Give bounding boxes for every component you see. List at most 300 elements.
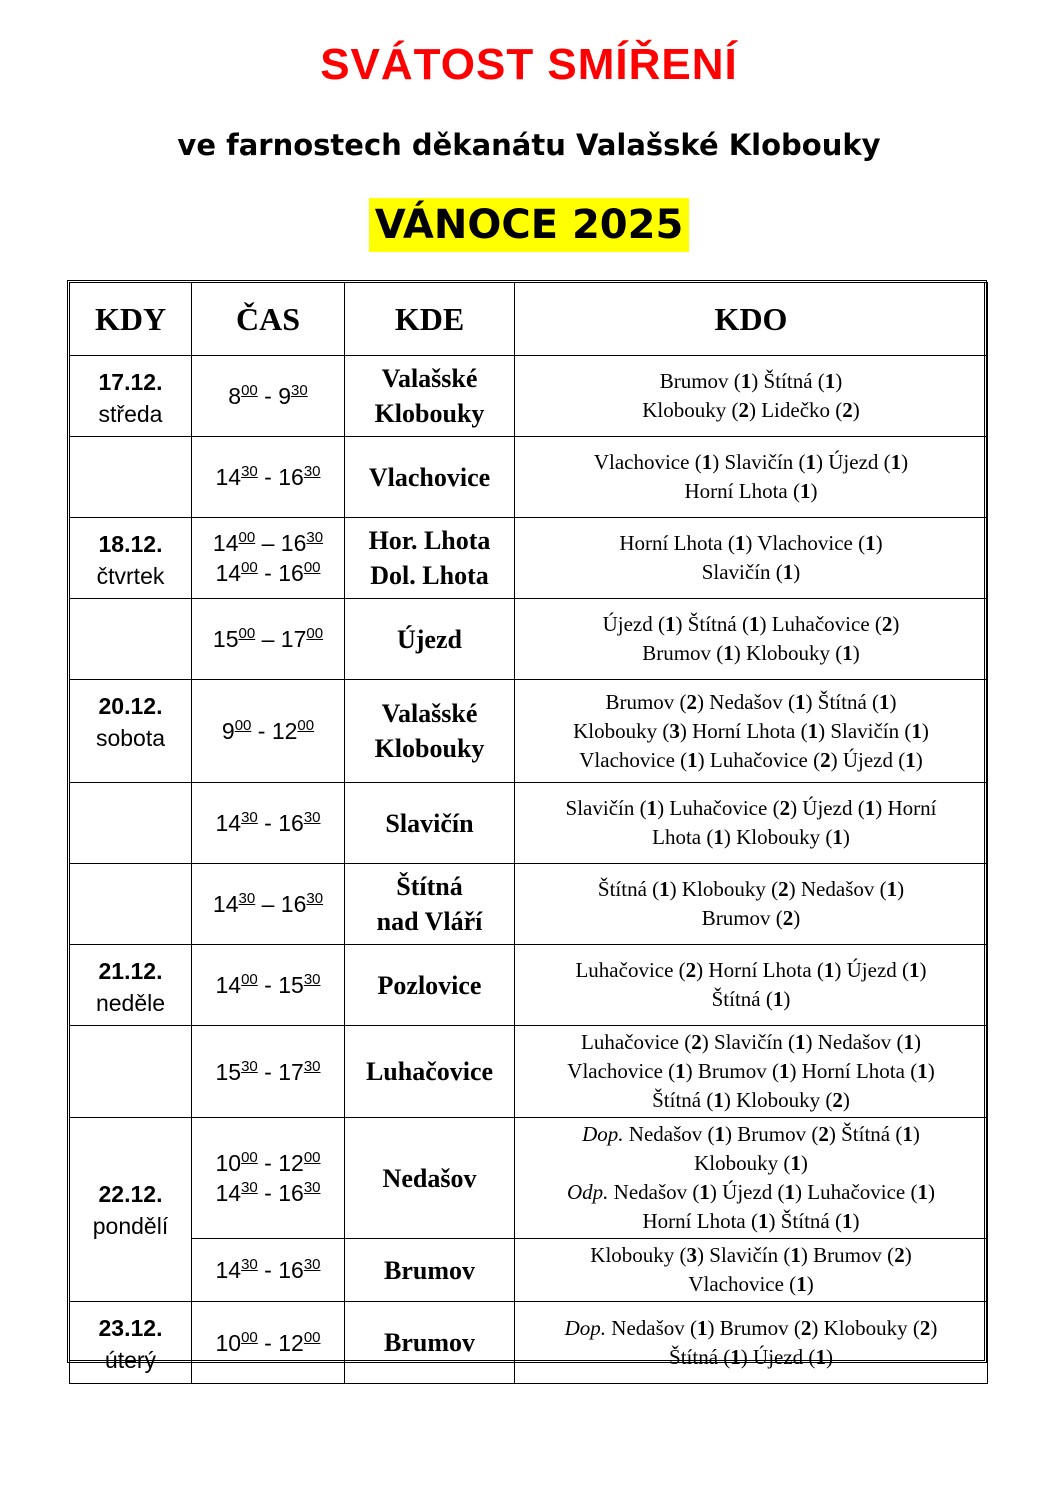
priest-count: 1	[772, 987, 784, 1011]
confessor-line	[525, 558, 977, 587]
end-minute: 00	[303, 1328, 321, 1346]
priest-count: 1	[714, 1122, 726, 1146]
table-row	[70, 1239, 988, 1302]
time-range	[192, 970, 344, 1000]
priest-count: 1	[697, 1315, 708, 1340]
time-separator: –	[261, 530, 275, 556]
priest-count: 2	[894, 1243, 905, 1267]
priest-count: 1	[687, 747, 698, 772]
parish-text: ) Štítná (	[768, 1209, 842, 1233]
parish-text: ) Nedašov (	[788, 877, 887, 901]
parish-text: ) Horní Lhota (	[696, 958, 824, 982]
table-row	[70, 783, 988, 864]
cell-place	[345, 783, 515, 864]
time-range	[192, 381, 344, 411]
start-hour: 14	[215, 810, 242, 836]
end-minute: 30	[306, 890, 324, 907]
parish-text: ) Brumov (	[707, 1315, 801, 1340]
confessor-line	[525, 904, 977, 933]
parish-text: Vlachovice (	[593, 450, 702, 474]
cell-place	[345, 599, 515, 680]
start-minute: 00	[241, 1149, 258, 1166]
cell-place	[345, 945, 515, 1026]
time-separator: -	[264, 1329, 272, 1356]
parish-text: ) Luhačovice (	[697, 747, 821, 772]
end-hour: 16	[278, 1180, 304, 1206]
cell-when	[70, 1026, 192, 1118]
parish-text: )	[852, 641, 860, 665]
parish-text: )	[904, 1243, 912, 1267]
parish-text: Vlachovice (	[567, 1059, 676, 1083]
priest-count: 1	[902, 1122, 913, 1146]
parish-text: ) Vlachovice (	[745, 531, 866, 555]
time-range	[192, 716, 344, 746]
header-row	[70, 283, 988, 356]
priest-count: 1	[723, 641, 734, 665]
parish-text: ) Štítná (	[675, 612, 749, 636]
confessor-line	[525, 1314, 977, 1343]
parish-text: Újezd (	[602, 612, 665, 636]
parish-text: ) Klobouky (	[723, 1088, 833, 1112]
cell-who	[515, 945, 988, 1026]
weekday-label: pondělí	[92, 1212, 169, 1239]
end-minute: 30	[303, 809, 321, 826]
place-name: Štítná	[396, 872, 463, 901]
parish-text: ) Klobouky (	[811, 1315, 920, 1340]
confessor-line	[525, 794, 977, 823]
parish-text: )	[825, 1344, 833, 1369]
confessor-line	[525, 1343, 977, 1372]
parish-text: Štítná (	[652, 1088, 714, 1112]
end-hour: 16	[278, 560, 304, 586]
weekday-label: sobota	[95, 725, 166, 751]
parish-text: ) Horní Lhota (	[679, 718, 808, 743]
place-name: Brumov	[384, 1255, 475, 1285]
cell-when	[70, 599, 192, 680]
cell-place	[345, 518, 515, 599]
confessor-line	[525, 688, 977, 717]
priest-count: 1	[784, 1180, 796, 1204]
weekday-label: čtvrtek	[96, 563, 165, 589]
parish-text: Luhačovice (	[581, 1030, 692, 1054]
priest-count: 1	[734, 531, 746, 555]
priest-count: 1	[917, 1059, 928, 1083]
end-hour: 16	[280, 530, 307, 556]
confessor-line	[525, 448, 977, 477]
table-row	[70, 945, 988, 1026]
parish-text: )	[793, 560, 801, 584]
parish-text: Nedašov (	[623, 1122, 715, 1146]
cell-when	[70, 437, 192, 518]
time-range	[192, 462, 344, 492]
place-name: Luhačovice	[365, 1057, 494, 1086]
end-hour: 12	[271, 718, 298, 744]
time-range	[192, 889, 344, 919]
end-minute: 30	[291, 382, 308, 399]
cell-time	[192, 356, 345, 437]
end-hour: 17	[278, 1058, 304, 1085]
priest-count: 1	[646, 796, 658, 820]
parish-text: )	[912, 1122, 920, 1146]
cell-who	[515, 864, 988, 945]
cell-when	[70, 1302, 192, 1384]
priest-count: 2	[691, 1030, 702, 1054]
parish-text: )	[897, 877, 905, 901]
start-minute: 30	[241, 1256, 258, 1273]
end-hour: 12	[278, 1329, 304, 1356]
priest-count: 1	[757, 1209, 769, 1233]
end-hour: 16	[278, 810, 304, 836]
end-hour: 12	[278, 1150, 304, 1176]
cell-when	[70, 783, 192, 864]
cell-time	[192, 864, 345, 945]
parish-text: ) Štítná (	[751, 369, 825, 393]
end-hour: 16	[278, 1257, 304, 1283]
end-minute: 30	[303, 1057, 321, 1075]
cell-time	[192, 1239, 345, 1302]
parish-text: Nedašov (	[608, 1180, 700, 1204]
place-name: Hor. Lhota	[368, 526, 491, 555]
parish-text: )	[835, 369, 843, 393]
cell-when	[70, 680, 192, 783]
priest-count: 1	[865, 531, 876, 555]
parish-text: ) Štítná (	[805, 689, 880, 714]
start-hour: 10	[215, 1329, 242, 1356]
parish-text: )	[800, 1151, 808, 1175]
place-name: Dol. Lhota	[370, 561, 489, 590]
priest-count: 2	[800, 1315, 812, 1340]
time-of-day-label: Dop.	[564, 1315, 607, 1340]
start-minute: 30	[241, 809, 258, 826]
end-hour: 16	[280, 891, 307, 917]
parish-text: Luhačovice (	[575, 958, 686, 982]
end-minute: 00	[297, 717, 315, 734]
confessor-line	[525, 1270, 977, 1299]
start-minute: 30	[241, 1057, 258, 1075]
parish-text: )	[842, 825, 850, 849]
priest-count: 1	[782, 560, 794, 584]
cell-place	[345, 1302, 515, 1384]
cell-who	[515, 783, 988, 864]
parish-text: )	[793, 906, 801, 930]
priest-count: 1	[699, 1180, 710, 1204]
priest-count: 1	[790, 1243, 801, 1267]
priest-count: 1	[713, 1088, 724, 1112]
table-row	[70, 680, 988, 783]
parish-text: ) Újezd (	[816, 450, 891, 474]
parish-text: Slavičín (	[565, 796, 647, 820]
priest-count: 1	[805, 450, 817, 474]
start-minute: 00	[241, 971, 258, 988]
time-separator: -	[264, 810, 272, 836]
start-minute: 00	[241, 1328, 258, 1346]
parish-text: ) Horní Lhota (	[789, 1059, 918, 1083]
confessor-line	[525, 610, 977, 639]
end-minute: 30	[303, 1179, 321, 1196]
priest-count: 1	[905, 747, 916, 772]
cell-time	[192, 1302, 345, 1384]
cell-time	[192, 680, 345, 783]
end-minute: 00	[303, 559, 321, 576]
cell-place	[345, 1026, 515, 1118]
cell-place	[345, 437, 515, 518]
priest-count: 1	[701, 450, 713, 474]
parish-text: ) Luhačovice (	[657, 796, 780, 820]
priest-count: 1	[879, 689, 890, 714]
priest-count: 1	[807, 718, 819, 743]
parish-text: ) Horní	[875, 796, 937, 820]
date-label: 18.12.	[98, 531, 163, 557]
time-range	[192, 1328, 344, 1358]
parish-text: Vlachovice (	[688, 1272, 797, 1296]
confessor-line	[525, 956, 977, 985]
confessor-line	[525, 477, 977, 506]
parish-text: ) Brumov (	[685, 1059, 779, 1083]
parish-text: Vlachovice (	[579, 747, 688, 772]
parish-text: )	[919, 958, 927, 982]
priest-count: 1	[832, 825, 843, 849]
priest-count: 2	[685, 958, 697, 982]
parish-text: Klobouky (	[590, 1243, 687, 1267]
cell-when	[70, 518, 192, 599]
cell-place	[345, 356, 515, 437]
start-hour: 10	[215, 1150, 242, 1176]
priest-count: 1	[713, 825, 724, 849]
cell-when	[70, 356, 192, 437]
start-hour: 15	[212, 626, 239, 652]
confessor-line	[525, 1086, 977, 1115]
parish-text: Klobouky (	[642, 398, 739, 422]
parish-text: Nedašov (	[606, 1315, 698, 1340]
table-row	[70, 518, 988, 599]
time-separator: -	[264, 464, 272, 490]
place-name: Klobouky	[374, 399, 485, 428]
priest-count: 1	[799, 479, 811, 503]
confessor-line	[525, 717, 977, 746]
time-separator: –	[261, 891, 275, 917]
priest-count: 2	[818, 1122, 829, 1146]
priest-count: 1	[842, 641, 853, 665]
priest-count: 2	[782, 906, 794, 930]
place-name: Nedašov	[382, 1163, 477, 1193]
column-header-when: KDY	[70, 283, 192, 356]
parish-text: Horní Lhota (	[619, 531, 735, 555]
parish-text: ) Újezd (	[834, 958, 910, 982]
end-hour: 16	[278, 464, 304, 490]
priest-count: 2	[686, 689, 698, 714]
start-hour: 14	[215, 1180, 242, 1206]
priest-count: 3	[669, 718, 680, 743]
end-minute: 00	[306, 625, 324, 642]
time-of-day-label: Dop.	[582, 1122, 624, 1146]
priest-count: 1	[778, 1059, 790, 1083]
cell-place	[345, 1239, 515, 1302]
confessor-line	[525, 1057, 977, 1086]
end-hour: 17	[280, 626, 307, 652]
parish-text: Klobouky (	[694, 1151, 791, 1175]
table-row	[70, 864, 988, 945]
parish-text: ) Luhačovice (	[795, 1180, 918, 1204]
priest-count: 2	[779, 796, 791, 820]
cell-who	[515, 1239, 988, 1302]
parish-text: Slavičín (	[701, 560, 783, 584]
confessor-line	[525, 367, 977, 396]
time-range	[192, 1255, 344, 1285]
time-separator: –	[261, 626, 275, 652]
priest-count: 3	[686, 1243, 698, 1267]
confessor-line	[525, 639, 977, 668]
weekday-label: úterý	[104, 1347, 157, 1373]
priest-count: 1	[795, 1030, 806, 1054]
priest-count: 1	[675, 1059, 686, 1083]
place-name: Pozlovice	[377, 970, 482, 1000]
priest-count: 1	[911, 718, 922, 743]
priest-count: 1	[824, 369, 836, 393]
place-name: nad Vláří	[376, 907, 483, 936]
start-hour: 14	[215, 560, 242, 586]
place-name: Újezd	[397, 624, 462, 654]
time-range	[192, 1057, 344, 1087]
parish-text: ) Klobouky (	[723, 825, 833, 849]
priest-count: 2	[881, 612, 893, 636]
priest-count: 2	[820, 747, 831, 772]
cell-time	[192, 1118, 345, 1239]
priest-count: 2	[919, 1315, 931, 1340]
parish-text: )	[875, 531, 883, 555]
priest-count: 1	[748, 612, 760, 636]
cell-when	[70, 1118, 192, 1302]
time-separator: -	[257, 718, 266, 744]
start-hour: 15	[215, 1058, 242, 1085]
end-minute: 30	[303, 463, 321, 480]
parish-text: Štítná (	[711, 987, 773, 1011]
parish-text: )	[889, 689, 897, 714]
parish-text: )	[783, 987, 791, 1011]
confessor-line	[525, 1178, 977, 1207]
page-title: SVÁTOST SMÍŘENÍ	[320, 40, 738, 89]
end-hour: 9	[278, 383, 292, 409]
table-row	[70, 599, 988, 680]
confessor-line	[525, 529, 977, 558]
date-label: 21.12.	[98, 958, 163, 984]
parish-text: ) Slavičín (	[697, 1243, 791, 1267]
table-row	[70, 356, 988, 437]
place-name: Slavičín	[385, 808, 474, 838]
date-label: 23.12.	[98, 1315, 163, 1341]
parish-text: Brumov (	[642, 641, 724, 665]
end-minute: 00	[303, 1149, 321, 1166]
confessor-line	[525, 396, 977, 425]
parish-text: Štítná (	[669, 1344, 731, 1369]
priest-count: 1	[903, 1030, 914, 1054]
cell-time	[192, 437, 345, 518]
confessor-line	[525, 1241, 977, 1270]
cell-who	[515, 437, 988, 518]
parish-text: )	[810, 479, 818, 503]
time-range	[192, 808, 344, 838]
end-hour: 15	[278, 972, 304, 998]
parish-text: Horní Lhota (	[642, 1209, 758, 1233]
priest-count: 2	[778, 877, 789, 901]
confessor-line	[525, 875, 977, 904]
confessor-line	[525, 1028, 977, 1057]
parish-text: )	[913, 1030, 921, 1054]
confessor-line	[525, 823, 977, 852]
time-range	[192, 1178, 344, 1208]
priest-count: 1	[664, 612, 676, 636]
date-label: 17.12.	[98, 369, 163, 395]
place-name: Klobouky	[374, 734, 485, 763]
parish-text: Štítná (	[597, 877, 660, 901]
parish-text: Brumov (	[605, 689, 687, 714]
priest-count: 1	[864, 796, 876, 820]
parish-text: ) Újezd (	[740, 1344, 816, 1369]
place-name: Vlachovice	[368, 462, 491, 492]
cell-when	[70, 864, 192, 945]
time-separator: -	[264, 383, 272, 409]
parish-text: )	[842, 1088, 850, 1112]
weekday-label: neděle	[95, 990, 166, 1016]
time-separator: -	[264, 1257, 272, 1283]
parish-text: )	[930, 1315, 938, 1340]
confessor-line	[525, 1207, 977, 1236]
priest-count: 1	[659, 877, 670, 901]
priest-count: 1	[886, 877, 898, 901]
parish-text: Lhota (	[652, 825, 714, 849]
start-minute: 00	[238, 529, 256, 546]
time-separator: -	[264, 1150, 272, 1176]
start-minute: 00	[238, 625, 256, 642]
priest-count: 1	[909, 958, 920, 982]
cell-time	[192, 783, 345, 864]
end-minute: 30	[303, 1256, 321, 1273]
cell-who	[515, 680, 988, 783]
start-hour: 14	[212, 530, 239, 556]
cell-place	[345, 680, 515, 783]
cell-place	[345, 864, 515, 945]
start-minute: 00	[241, 382, 258, 399]
time-separator: -	[264, 560, 272, 586]
priest-count: 1	[815, 1344, 826, 1369]
table-row	[70, 1118, 988, 1239]
cell-place	[345, 1118, 515, 1239]
table-row	[70, 1026, 988, 1118]
time-range	[192, 1148, 344, 1178]
start-hour: 8	[228, 383, 242, 409]
badge-wrap	[0, 198, 1058, 252]
page-subtitle: ve farnostech děkanátu Valašské Klobouky	[177, 128, 881, 162]
parish-text: Horní Lhota (	[684, 479, 800, 503]
time-range	[192, 528, 344, 558]
start-hour: 14	[215, 972, 242, 998]
parish-text: )	[915, 747, 923, 772]
parish-text: ) Slavičín (	[818, 718, 912, 743]
end-minute: 30	[306, 529, 324, 546]
column-header-who: KDO	[515, 283, 988, 356]
start-hour: 14	[212, 891, 239, 917]
parish-text: )	[921, 718, 929, 743]
cell-who	[515, 1118, 988, 1239]
time-separator: -	[264, 1180, 272, 1206]
cell-time	[192, 945, 345, 1026]
date-label: 20.12.	[98, 693, 163, 719]
priest-count: 1	[796, 1272, 807, 1296]
confessor-line	[525, 1120, 977, 1149]
priest-count: 2	[842, 398, 853, 422]
parish-text: ) Brumov (	[800, 1243, 895, 1267]
end-minute: 30	[303, 971, 321, 988]
parish-text: ) Brumov (	[725, 1122, 819, 1146]
